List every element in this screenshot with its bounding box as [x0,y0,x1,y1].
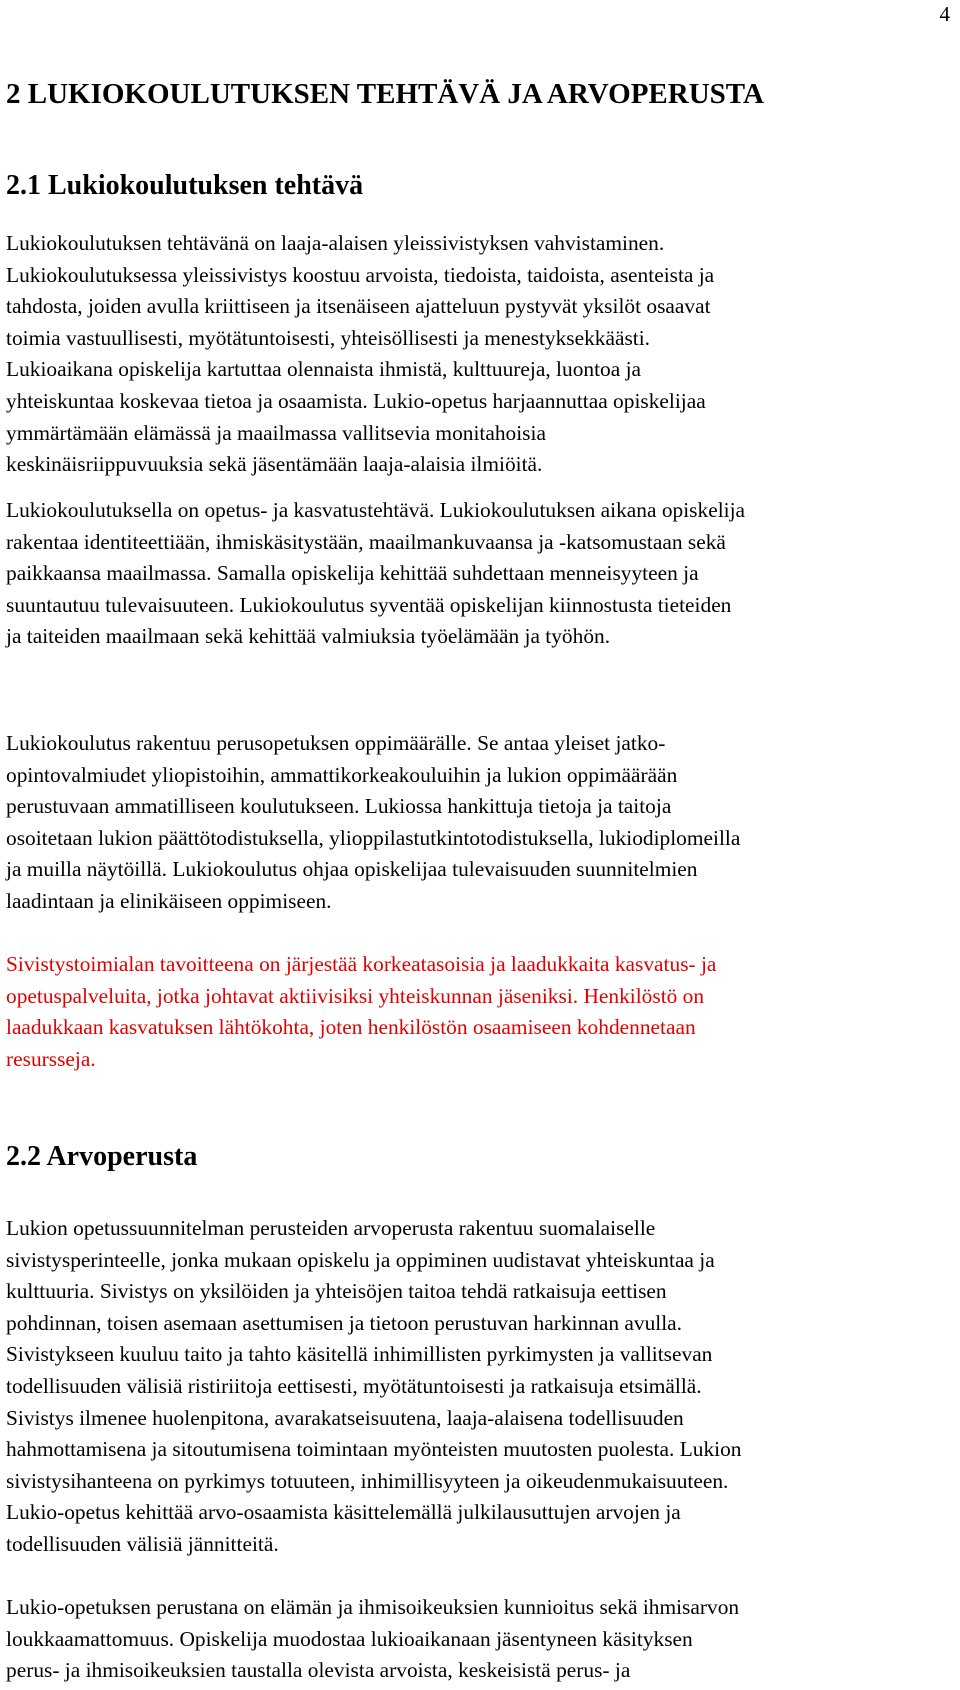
section-heading-tehtava: 2.1 Lukiokoulutuksen tehtävä [6,170,364,201]
text-line: perus- ja ihmisoikeuksien taustalla olevista arvoista, keskeisistä perus- ja [6,1658,631,1683]
text-line: tahdosta, joiden avulla kriittiseen ja itsenäiseen ajatteluun pystyvät yksilöt osaavat [6,294,711,319]
text-line: Lukiokoulutus rakentuu perusopetuksen oppimäärälle. Se antaa yleiset jatko- [6,731,666,755]
text-line: hahmottamisena ja sitoutumisena toimintaan myönteisten muutosten puolesta. Lukion [6,1437,742,1462]
paragraph-tehtava-2 [6,495,956,653]
text-line: Lukiokoulutuksessa yleissivistys koostuu arvoista, tiedoista, taidoista, asenteista ja [6,262,715,287]
paragraph-tehtava-1 [6,228,956,481]
text-line: pohdinnan, toisen asemaan asettumisen ja tietoon perustuvan harkinnan avulla. [6,1310,682,1335]
text-line: rakentaa identiteettiään, ihmiskäsitystään, maailmankuvaansa ja -katsomustaan sekä [6,529,726,554]
text-line: Sivistystoimialan tavoitteena on järjestää korkeatasoisia ja laadukkaita kasvatus- ja [6,952,717,976]
text-line: laadintaan ja elinikäiseen oppimiseen. [6,888,332,913]
text-line: opintovalmiudet yliopistoihin, ammattikorkeakouluihin ja lukion oppimäärään [6,762,678,787]
chapter-heading: 2 LUKIOKOULUTUKSEN TEHTÄVÄ JA ARVOPERUSTA [6,78,764,110]
text-line: Lukiokoulutuksella on opetus- ja kasvatustehtävä. Lukiokoulutuksen aikana opiskelija [6,498,746,522]
text-line: todellisuuden välisiä ristiriitoja eettisesti, myötätuntoisesti ja ratkaisuja etsimällä. [6,1373,702,1398]
text-line: yhteiskuntaa koskevaa tietoa ja osaamista. Lukio-opetus harjaannuttaa opiskelijaa [6,388,706,413]
page-number: 4 [939,2,950,26]
text-line: laadukkaan kasvatuksen lähtökohta, joten henkilöstön osaamiseen kohdennetaan [6,1015,696,1040]
text-line: loukkaamattomuus. Opiskelija muodostaa lukioaikanaan jäsentyneen käsityksen [6,1626,693,1651]
text-line: keskinäisriippuvuuksia sekä jäsentämään laaja-alaisia ilmiöitä. [6,452,543,477]
paragraph-sivistystoimiala-highlight [6,949,956,1075]
text-line: Lukion opetussuunnitelman perusteiden arvoperusta rakentuu suomalaiselle [6,1216,656,1240]
text-line: ymmärtämään elämässä ja maailmassa vallitsevia monitahoisia [6,420,546,445]
text-line: Lukio-opetus kehittää arvo-osaamista käsittelemällä julkilausuttujen arvojen ja [6,1500,681,1525]
text-line: toimia vastuullisesti, myötätuntoisesti, yhteisöllisesti ja menestyksekkäästi. [6,325,651,350]
text-line: Sivistys ilmenee huolenpitona, avarakatseisuutena, laaja-alaisena todellisuuden [6,1405,684,1430]
paragraph-arvoperusta-2 [6,1592,956,1687]
text-line: perustuvaan ammatilliseen koulutukseen. Lukiossa hankittuja tietoja ja taitoja [6,794,672,819]
text-line: paikkaansa maailmassa. Samalla opiskelija kehittää suhdettaan menneisyyteen ja [6,561,699,586]
text-line: Lukiokoulutuksen tehtävänä on laaja-alaisen yleissivistyksen vahvistaminen. [6,231,665,255]
paragraph-arvoperusta-1 [6,1213,956,1561]
text-line: osoitetaan lukion päättötodistuksella, ylioppilastutkintotodistuksella, lukiodiplomeilla [6,825,741,850]
section-heading-arvoperusta: 2.2 Arvoperusta [6,1141,198,1172]
text-line: sivistysperinteelle, jonka mukaan opiskelu ja oppiminen uudistavat yhteiskuntaa ja [6,1247,715,1272]
text-line: todellisuuden välisiä jännitteitä. [6,1531,279,1556]
text-line: ja taiteiden maailmaan sekä kehittää valmiuksia työelämään ja työhön. [6,624,611,649]
text-line: resursseja. [6,1046,96,1071]
text-line: opetuspalveluita, jotka johtavat aktiivisiksi yhteiskunnan jäseniksi. Henkilöstö on [6,983,705,1008]
text-line: kulttuuria. Sivistys on yksilöiden ja yhteisöjen taitoa tehdä ratkaisuja eettisen [6,1279,667,1304]
text-line: suuntautuu tulevaisuuteen. Lukiokoulutus syventää opiskelijan kiinnostusta tieteiden [6,592,732,617]
text-line: ja muilla näytöillä. Lukiokoulutus ohjaa opiskelijaa tulevaisuuden suunnitelmien [6,857,698,882]
text-line: Sivistykseen kuuluu taito ja tahto käsitellä inhimillisten pyrkimysten ja vallitsevan [6,1342,713,1367]
paragraph-tehtava-3 [6,728,956,918]
text-line: Lukioaikana opiskelija kartuttaa olennaista ihmistä, kulttuureja, luontoa ja [6,357,642,382]
text-line: Lukio-opetuksen perustana on elämän ja ihmisoikeuksien kunnioitus sekä ihmisarvon [6,1595,740,1619]
text-line: sivistysihanteena on pyrkimys totuuteen, inhimillisyyteen ja oikeudenmukaisuuteen. [6,1468,729,1493]
